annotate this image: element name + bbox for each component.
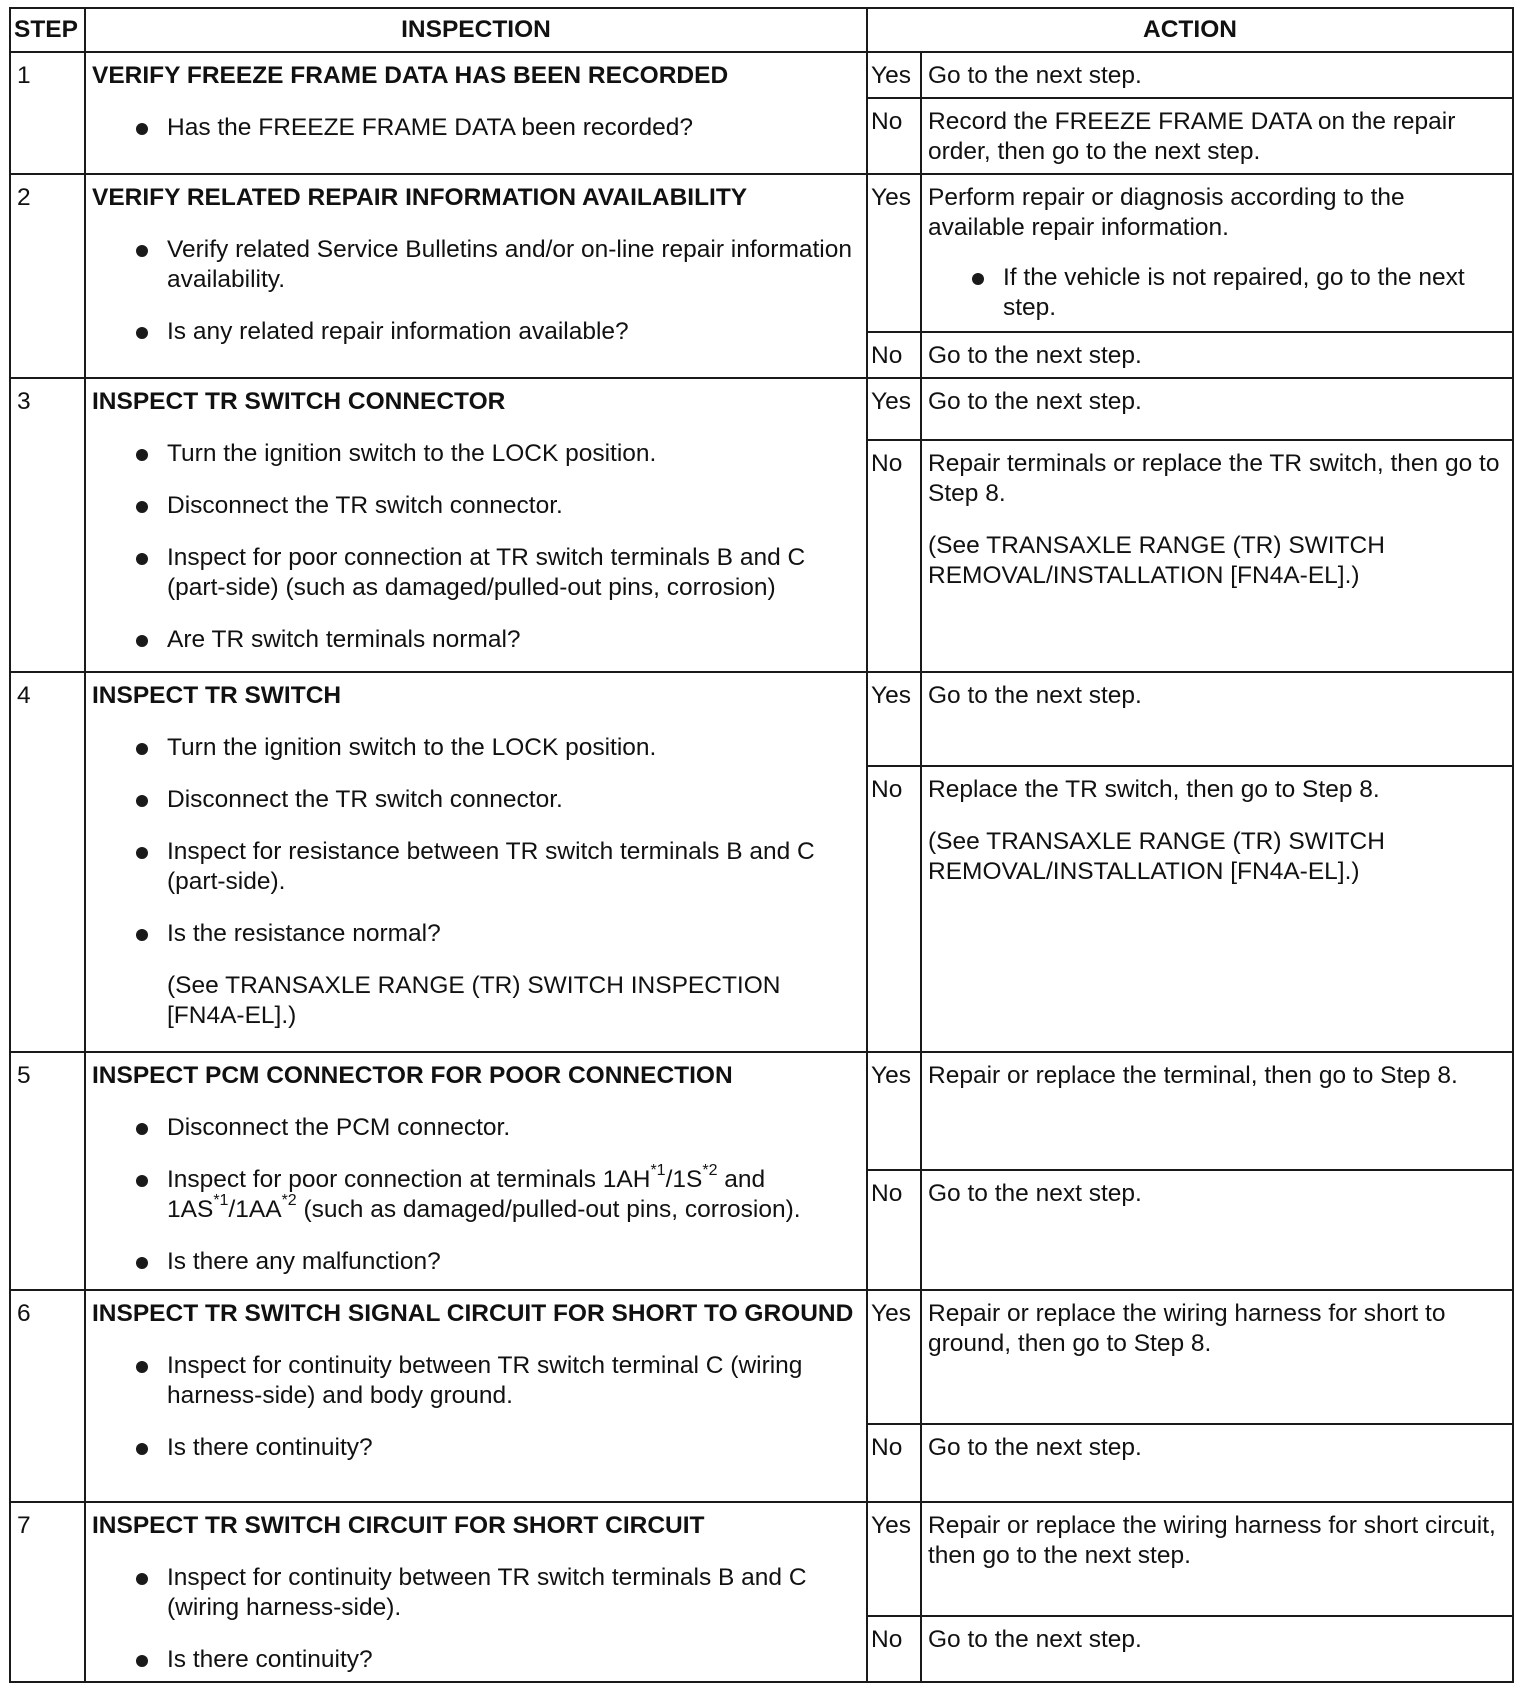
bullet-icon [136, 635, 148, 647]
list-item: Inspect for resistance between TR switch terminals B and C (part-side). [136, 837, 861, 897]
no-action: Go to the next step. [921, 1424, 1513, 1502]
yes-label: Yes [867, 52, 921, 98]
reference-note: (See TRANSAXLE RANGE (TR) SWITCH REMOVAL/INSTALLATION [FN4A-EL].) [928, 532, 1385, 589]
yes-action: Go to the next step. [921, 378, 1513, 440]
bullet-icon [136, 501, 148, 513]
reference-note: (See TRANSAXLE RANGE (TR) SWITCH REMOVAL/INSTALLATION [FN4A-EL].) [928, 828, 1385, 885]
bullet-icon [136, 1655, 148, 1667]
list-item: Is there continuity? [136, 1433, 861, 1463]
bullet-icon [136, 449, 148, 461]
bullet-icon [136, 123, 148, 135]
no-label: No [867, 766, 921, 1052]
list-item: Is the resistance normal? [136, 919, 861, 949]
table-row [10, 1290, 1513, 1424]
no-action: Repair terminals or replace the TR switch, then go to Step 8. [928, 450, 1500, 507]
no-action: Go to the next step. [921, 1616, 1513, 1682]
yes-action: Repair or replace the wiring harness for short to ground, then go to Step 8. [921, 1290, 1513, 1424]
bullet-icon [136, 795, 148, 807]
inspection-cell [85, 672, 867, 1052]
bullet-icon [972, 273, 984, 285]
bullet-icon [136, 245, 148, 257]
table-row [10, 174, 1513, 332]
list-item: Are TR switch terminals normal? [136, 625, 861, 655]
list-item: Disconnect the TR switch connector. [136, 491, 861, 521]
bullet-icon [136, 1123, 148, 1135]
step-number: 1 [10, 52, 85, 174]
list-item: Inspect for poor connection at TR switch terminals B and C (part-side) (such as damaged/pulled-out pins, corrosion) [136, 543, 861, 603]
no-action-cell [921, 766, 1513, 1052]
step-title: VERIFY FREEZE FRAME DATA HAS BEEN RECORDED [92, 62, 729, 89]
list-item: Is there continuity? [136, 1645, 861, 1675]
table-row [10, 1052, 1513, 1170]
step-title: INSPECT TR SWITCH CONNECTOR [92, 388, 506, 415]
step-number: 4 [10, 672, 85, 1052]
bullet-icon [136, 743, 148, 755]
yes-action: Perform repair or diagnosis according to the available repair information. [928, 184, 1405, 241]
step-number: 6 [10, 1290, 85, 1502]
step-title: INSPECT TR SWITCH [92, 682, 342, 709]
list-item: Verify related Service Bulletins and/or on-line repair information availability. [136, 235, 861, 295]
table-row [10, 1502, 1513, 1616]
inspection-cell [85, 52, 867, 174]
yes-action: Go to the next step. [921, 672, 1513, 766]
list-item: Disconnect the PCM connector. [136, 1113, 861, 1143]
inspection-cell [85, 1502, 867, 1682]
no-label: No [867, 1616, 921, 1682]
no-label: No [867, 332, 921, 378]
no-action: Record the FREEZE FRAME DATA on the repair order, then go to the next step. [921, 98, 1513, 174]
yes-label: Yes [867, 672, 921, 766]
bullet-icon [136, 327, 148, 339]
inspection-column-header: INSPECTION [85, 8, 867, 52]
inspection-cell [85, 174, 867, 378]
step-title: VERIFY RELATED REPAIR INFORMATION AVAILABILITY [92, 184, 748, 211]
yes-label: Yes [867, 378, 921, 440]
no-label: No [867, 440, 921, 672]
reference-note: (See TRANSAXLE RANGE (TR) SWITCH INSPECTION [FN4A-EL].) [167, 972, 781, 1029]
table-row [10, 52, 1513, 98]
no-label: No [867, 98, 921, 174]
step-number: 2 [10, 174, 85, 378]
bullet-icon [136, 847, 148, 859]
yes-action-cell [921, 174, 1513, 332]
list-item: Disconnect the TR switch connector. [136, 785, 861, 815]
no-label: No [867, 1424, 921, 1502]
list-item: Inspect for poor connection at terminals $1AH^{*1}/1S^{*2}$ and 1AS$^{*1}$/1AA$^{*2}$ (such as damaged/pulled-out pins, corrosion). [136, 1165, 861, 1225]
yes-label: Yes [867, 1052, 921, 1170]
list-item: Is there any malfunction? [136, 1247, 861, 1277]
yes-action: Repair or replace the terminal, then go to Step 8. [921, 1052, 1513, 1170]
list-item: Turn the ignition switch to the LOCK position. [136, 733, 861, 763]
table-row [10, 378, 1513, 440]
step-title: INSPECT PCM CONNECTOR FOR POOR CONNECTION [92, 1062, 733, 1089]
step-number: 5 [10, 1052, 85, 1290]
action-column-header: ACTION [867, 8, 1513, 52]
inspection-cell [85, 1290, 867, 1502]
diagnostic-procedure-table [9, 7, 1514, 1683]
list-item: Inspect for continuity between TR switch terminal C (wiring harness-side) and body ground. [136, 1351, 861, 1411]
step-number: 3 [10, 378, 85, 672]
list-item: Turn the ignition switch to the LOCK position. [136, 439, 861, 469]
list-item: Has the FREEZE FRAME DATA been recorded? [136, 113, 861, 143]
bullet-icon [136, 1175, 148, 1187]
list-item: If the vehicle is not repaired, go to the next step. [972, 263, 1507, 323]
list-item: Is any related repair information available? [136, 317, 861, 347]
yes-label: Yes [867, 174, 921, 332]
no-action-cell [921, 440, 1513, 672]
step-number: 7 [10, 1502, 85, 1682]
list-item: Inspect for continuity between TR switch terminals B and C (wiring harness-side). [136, 1563, 861, 1623]
inspection-cell [85, 378, 867, 672]
no-action: Go to the next step. [921, 332, 1513, 378]
no-action: Go to the next step. [921, 1170, 1513, 1290]
yes-action: Go to the next step. [921, 52, 1513, 98]
no-label: No [867, 1170, 921, 1290]
no-action: Replace the TR switch, then go to Step 8. [928, 776, 1380, 803]
bullet-icon [136, 929, 148, 941]
yes-label: Yes [867, 1502, 921, 1616]
table-row [10, 672, 1513, 766]
inspection-cell [85, 1052, 867, 1290]
bullet-icon [136, 1443, 148, 1455]
step-column-header: STEP [10, 8, 85, 52]
bullet-icon [136, 1257, 148, 1269]
bullet-icon [136, 553, 148, 565]
yes-label: Yes [867, 1290, 921, 1424]
yes-action: Repair or replace the wiring harness for short circuit, then go to the next step. [921, 1502, 1513, 1616]
step-title: INSPECT TR SWITCH SIGNAL CIRCUIT FOR SHORT TO GROUND [92, 1300, 854, 1327]
table-header-row [10, 8, 1513, 52]
bullet-icon [136, 1573, 148, 1585]
step-title: INSPECT TR SWITCH CIRCUIT FOR SHORT CIRCUIT [92, 1512, 705, 1539]
bullet-icon [136, 1361, 148, 1373]
